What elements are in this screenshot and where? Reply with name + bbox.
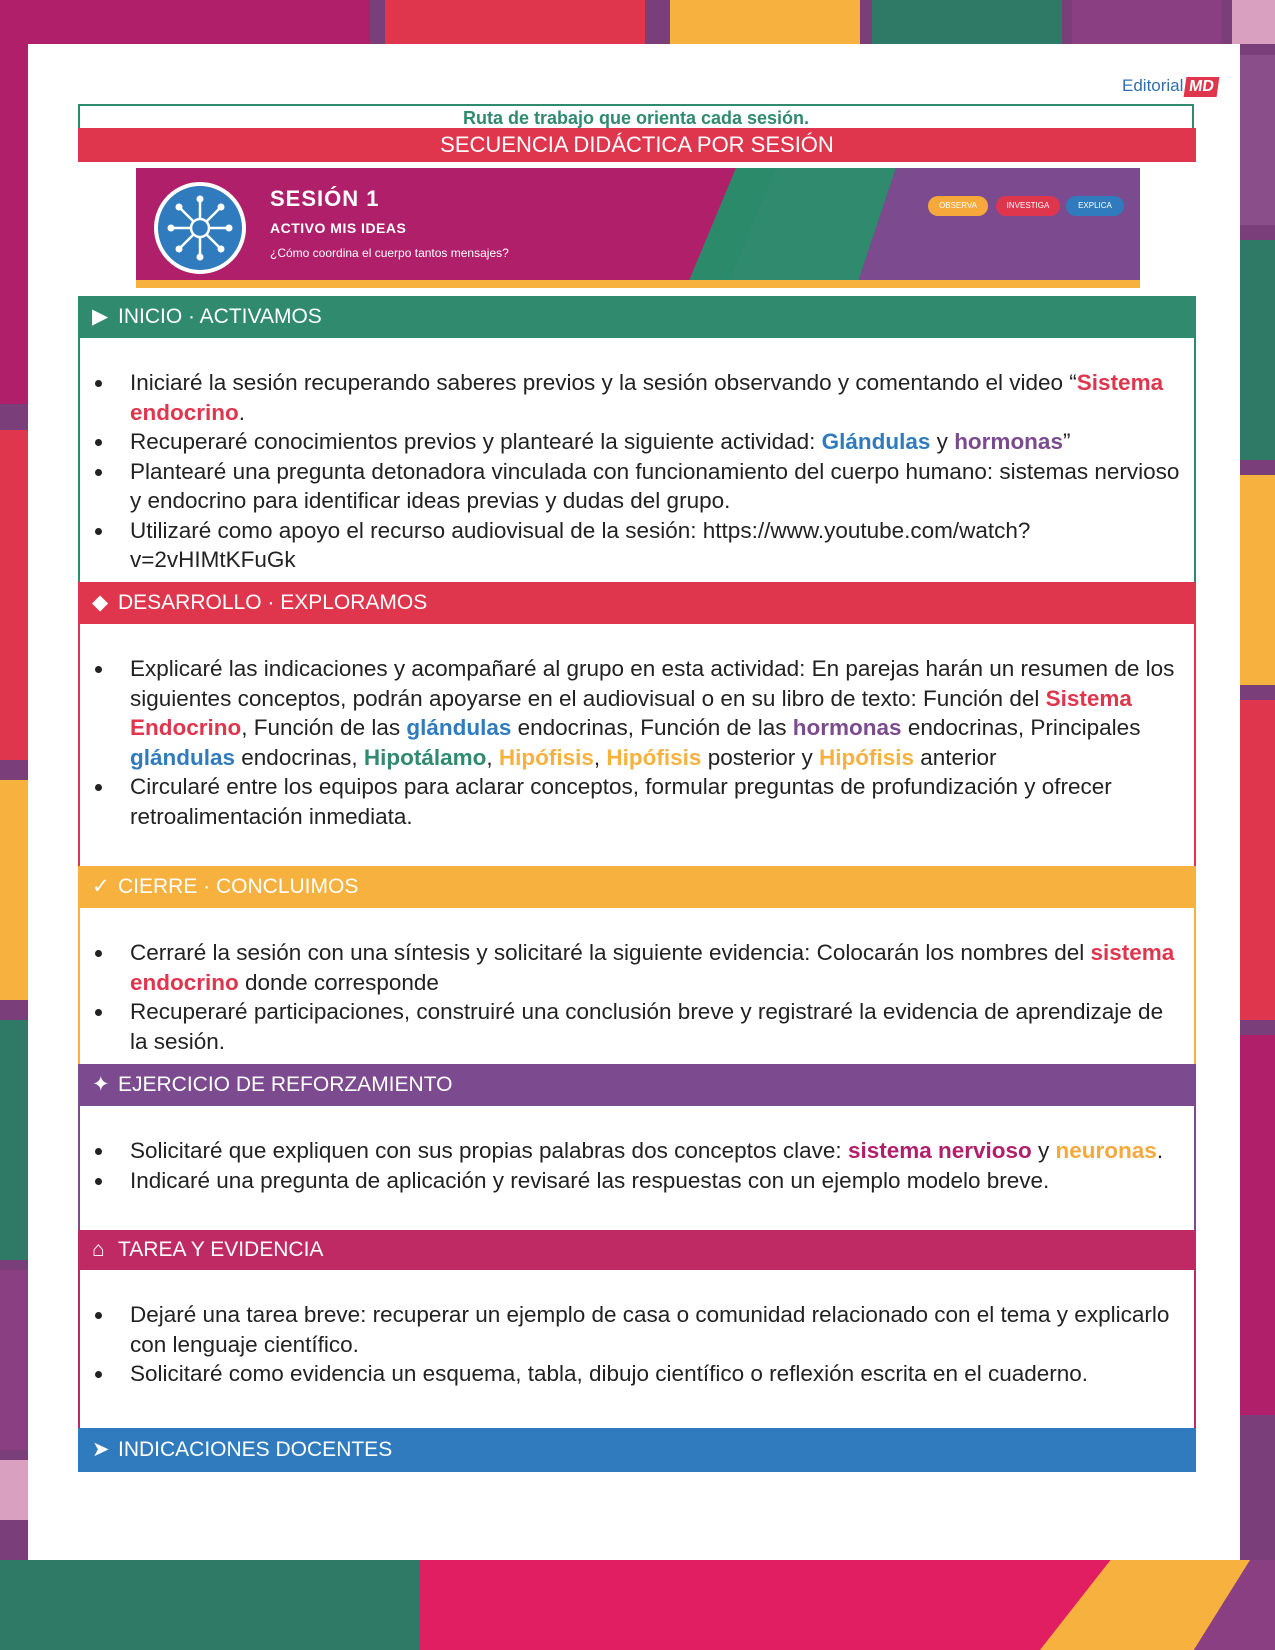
cierre-header: [78, 866, 1196, 908]
sequence-title: SECUENCIA DIDÁCTICA POR SESIÓN: [78, 128, 1196, 162]
desarrollo-title: DESARROLLO · EXPLORAMOS: [118, 591, 428, 614]
play-icon: ▶: [92, 305, 109, 328]
network-icon: [154, 182, 246, 274]
list-item: Recuperaré conocimientos previos y plantearé la siguiente actividad: Glándulas y hormonas”: [80, 427, 1194, 457]
list-item: Circularé entre los equipos para aclarar conceptos, formular preguntas de profundización y ofrecer retroalimentación inmediata.: [80, 772, 1194, 831]
cierre-title: CIERRE · CONCLUIMOS: [118, 875, 359, 898]
pill-observa: OBSERVA: [928, 196, 988, 216]
diamond-icon: ◆: [92, 591, 109, 614]
list-item: Solicitaré como evidencia un esquema, tabla, dibujo científico o reflexión escrita en el cuaderno.: [80, 1359, 1194, 1389]
list-item: Cerraré la sesión con una síntesis y solicitaré la siguiente evidencia: Colocarán los nombres del sistema endocrino donde corresponde: [80, 938, 1194, 997]
house-icon: ⌂: [92, 1238, 105, 1261]
route-title: Ruta de trabajo que orienta cada sesión.: [78, 104, 1194, 128]
inicio-header: [78, 296, 1196, 338]
indicaciones-header: [78, 1428, 1196, 1472]
tarea-header: [78, 1230, 1196, 1270]
list-item: Recuperaré participaciones, construiré una conclusión breve y registraré la evidencia de aprendizaje de la sesión.: [80, 997, 1194, 1056]
tarea-title: TAREA Y EVIDENCIA: [118, 1238, 324, 1261]
list-item: Iniciaré la sesión recuperando saberes previos y la sesión observando y comentando el video “Sistema endocrino.: [80, 368, 1194, 427]
desarrollo-body: [78, 624, 1196, 866]
inicio-body: [78, 338, 1196, 582]
session-banner: [136, 168, 1140, 288]
tarea-body: [78, 1270, 1196, 1428]
indicaciones-title: INDICACIONES DOCENTES: [118, 1438, 393, 1461]
refuerzo-body: [78, 1106, 1196, 1230]
session-title: SESIÓN 1: [270, 186, 380, 211]
banner-underline: [136, 280, 1140, 288]
editorial-logo: Editorial MD: [1122, 76, 1218, 97]
refuerzo-title: EJERCICIO DE REFORZAMIENTO: [118, 1073, 453, 1096]
list-item: Dejaré una tarea breve: recuperar un ejemplo de casa o comunidad relacionado con el tema y explicarlo con lenguaje científico.: [80, 1300, 1194, 1359]
pill-explica: EXPLICA: [1066, 196, 1124, 216]
list-item: Plantearé una pregunta detonadora vinculada con funcionamiento del cuerpo humano: sistemas nervioso y endocrino para identificar ideas previas y dudas del grupo.: [80, 457, 1194, 516]
refuerzo-header: [78, 1064, 1196, 1106]
pill-investiga: INVESTIGA: [996, 196, 1060, 216]
list-item: Solicitaré que expliquen con sus propias palabras dos conceptos clave: sistema nervioso y neuronas.: [80, 1136, 1194, 1166]
session-question: ¿Cómo coordina el cuerpo tantos mensajes?: [270, 246, 509, 260]
list-item: Explicaré las indicaciones y acompañaré al grupo en esta actividad: En parejas harán un resumen de los siguientes conceptos, podrán apoyarse en el audiovisual o en su libro de texto: Función del Sistema Endocrino, Función de las glándulas endocrinas, Función de las hormonas endocrinas, Principales glándulas endocrinas, Hipotálamo, Hipófisis, Hipófisis posterior y Hipófisis anterior: [80, 654, 1194, 772]
check-icon: ✓: [92, 875, 110, 898]
sparkle-icon: ✦: [92, 1073, 110, 1096]
arrow-icon: ➤: [92, 1438, 110, 1461]
inicio-title: INICIO · ACTIVAMOS: [118, 305, 322, 328]
desarrollo-header: [78, 582, 1196, 624]
session-subtitle: ACTIVO MIS IDEAS: [270, 220, 407, 236]
cierre-body: [78, 908, 1196, 1064]
list-item: Utilizaré como apoyo el recurso audiovisual de la sesión: https://www.youtube.com/watch?v=2vHIMtKFuGk: [80, 516, 1194, 575]
list-item: Indicaré una pregunta de aplicación y revisaré las respuestas con un ejemplo modelo breve.: [80, 1166, 1194, 1196]
